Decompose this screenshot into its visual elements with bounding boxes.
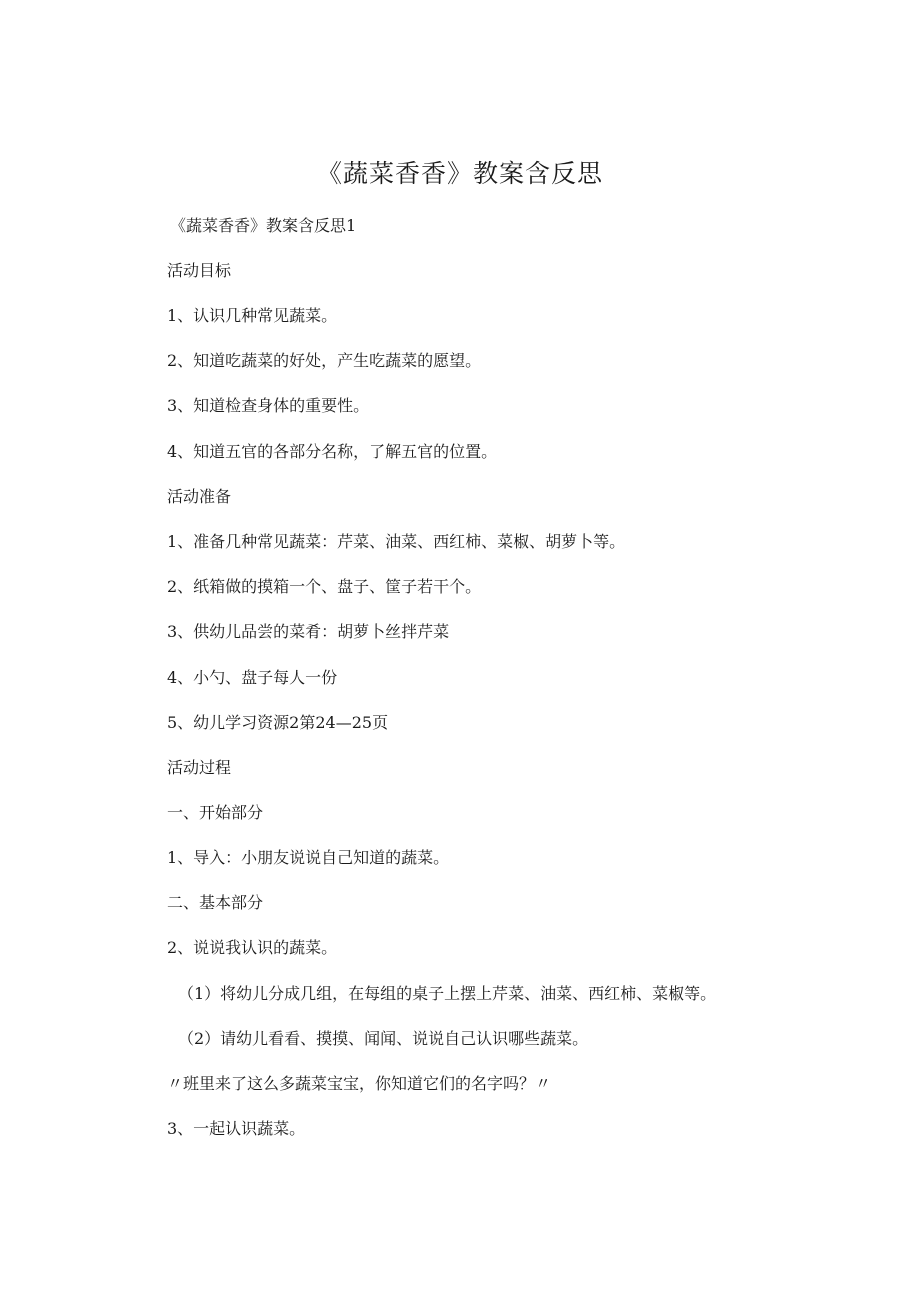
paragraph-line: （1）将幼儿分成几组，在每组的桌子上摆上芹菜、油菜、西红柿、菜椒等。 <box>178 984 717 1003</box>
paragraph-line: 1、准备几种常见蔬菜：芹菜、油菜、西红柿、菜椒、胡萝卜等。 <box>167 532 626 551</box>
section-heading-preparation: 活动准备 <box>167 487 232 506</box>
subtitle-line: 《蔬菜香香》教案含反思1 <box>170 216 357 235</box>
paragraph-line: 3、一起认识蔬菜。 <box>167 1119 306 1138</box>
paragraph-line: 1、认识几种常见蔬菜。 <box>167 306 338 325</box>
paragraph-line: 4、知道五官的各部分名称，了解五官的位置。 <box>167 442 498 461</box>
paragraph-line: 3、知道检查身体的重要性。 <box>167 396 370 415</box>
paragraph-line: 2、纸箱做的摸箱一个、盘子、筐子若干个。 <box>167 577 482 596</box>
quote-line: 〃班里来了这么多蔬菜宝宝，你知道它们的名字吗？〃 <box>167 1074 552 1093</box>
paragraph-line: 2、说说我认识的蔬菜。 <box>167 938 338 957</box>
paragraph-line: 3、供幼儿品尝的菜肴：胡萝卜丝拌芹菜 <box>167 622 450 641</box>
section-heading-goals: 活动目标 <box>167 261 232 280</box>
document-title: 《蔬菜香香》教案含反思 <box>316 159 603 188</box>
paragraph-line: 1、导入：小朋友说说自己知道的蔬菜。 <box>167 848 450 867</box>
paragraph-line: （2）请幼儿看看、摸摸、闻闻、说说自己认识哪些蔬菜。 <box>178 1029 589 1048</box>
paragraph-line: 2、知道吃蔬菜的好处，产生吃蔬菜的愿望。 <box>167 351 482 370</box>
subsection-heading: 一、开始部分 <box>167 803 264 822</box>
subsection-heading: 二、基本部分 <box>167 893 264 912</box>
paragraph-line: 4、小勺、盘子每人一份 <box>167 668 338 687</box>
section-heading-process: 活动过程 <box>167 758 232 777</box>
paragraph-line: 5、幼儿学习资源2第24—25页 <box>167 713 389 732</box>
